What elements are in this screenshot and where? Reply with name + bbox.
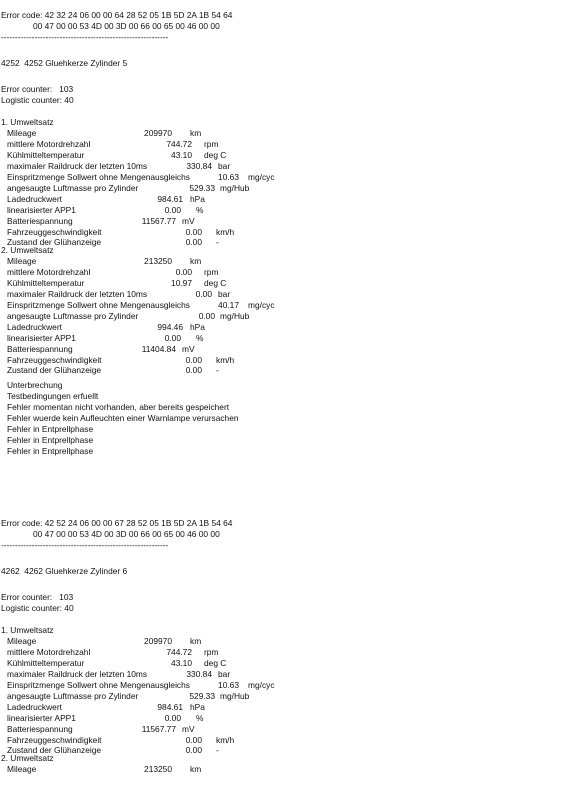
env-unit: - xyxy=(216,745,219,756)
env-label: Batteriespannung xyxy=(7,215,73,226)
env-value: 330.84 xyxy=(186,668,212,679)
env-unit: km xyxy=(190,763,202,774)
status-line: Fehler momentan nicht vorhanden, aber bereits gespeichert xyxy=(7,401,230,412)
logistic-counter: Logistic counter: 40 xyxy=(1,603,74,613)
env-value: 0.00 xyxy=(185,237,202,248)
env-value: 10.63 xyxy=(218,679,239,690)
env-value: 0.00 xyxy=(185,365,202,376)
env-label: Mileage xyxy=(7,127,37,138)
logistic-counter: Logistic counter: 40 xyxy=(1,95,74,105)
env-value: 43.10 xyxy=(171,657,192,668)
env-label: mittlere Motordrehzahl xyxy=(7,646,91,657)
env-unit: % xyxy=(196,332,204,343)
env-value: 11404.84 xyxy=(141,343,176,354)
error-code-cont: 00 47 00 00 53 4D 00 3D 00 66 00 65 00 46 00 00 xyxy=(33,20,220,31)
env-unit: km xyxy=(190,635,202,646)
env-unit: - xyxy=(216,237,219,248)
env-value: 11567.77 xyxy=(141,215,176,226)
env-title: 2. Umweltsatz xyxy=(1,245,54,255)
env-title: 2. Umweltsatz xyxy=(1,753,54,763)
env-label: Fahrzeuggeschwindigkeit xyxy=(7,226,102,237)
env-unit: km/h xyxy=(216,226,235,237)
error-code-cont: 00 47 00 00 53 4D 00 3D 00 66 00 65 00 46 00 00 xyxy=(33,528,220,539)
env-label: Kühlmitteltemperatur xyxy=(7,657,85,668)
env-label: Einspritzmenge Sollwert ohne Mengenausgleichs xyxy=(7,299,190,310)
env-label: angesaugte Luftmasse pro Zylinder xyxy=(7,182,139,193)
env-label: Zustand der Glühanzeige xyxy=(7,365,102,376)
env-unit: km/h xyxy=(216,354,235,365)
env-label: Batteriespannung xyxy=(7,343,73,354)
env-unit: mg/Hub xyxy=(220,310,250,321)
env-unit: mg/Hub xyxy=(220,690,250,701)
env-unit: bar xyxy=(218,668,231,679)
env-unit: rpm xyxy=(204,646,219,657)
status-line: Fehler in Entprellphase xyxy=(7,445,94,456)
error-counter: Error counter: 103 xyxy=(1,84,74,94)
error-counter: Error counter: 103 xyxy=(1,592,74,602)
env-value: 10.97 xyxy=(171,277,192,288)
env-value: 0.00 xyxy=(164,204,181,215)
env-unit: hPa xyxy=(190,193,205,204)
env-label: maximaler Raildruck der letzten 10ms xyxy=(7,668,148,679)
env-value: 984.61 xyxy=(157,193,183,204)
env-label: Zustand der Glühanzeige xyxy=(7,745,102,756)
env-label: Ladedruckwert xyxy=(7,321,62,332)
env-value: 0.00 xyxy=(198,310,215,321)
env-unit: % xyxy=(196,204,204,215)
env-label: Mileage xyxy=(7,635,37,646)
env-value: 11567.77 xyxy=(141,723,176,734)
env-label: linearisierter APP1 xyxy=(7,332,76,343)
env-value: 0.00 xyxy=(164,712,181,723)
env-value: 0.00 xyxy=(185,734,202,745)
status-line: Fehler wuerde kein Aufleuchten einer Warnlampe verursachen xyxy=(7,412,239,423)
env-unit: hPa xyxy=(190,321,205,332)
env-unit: hPa xyxy=(190,701,205,712)
env-unit: - xyxy=(216,365,219,376)
env-label: Ladedruckwert xyxy=(7,701,62,712)
error-code: Error code: 42 52 24 06 00 00 67 28 52 05 1B 5D 2A 1B 54 64 xyxy=(1,518,233,528)
env-value: 529.33 xyxy=(189,182,215,193)
env-unit: deg C xyxy=(204,149,227,160)
env-unit: km xyxy=(190,127,202,138)
env-unit: mV xyxy=(182,343,195,354)
env-unit: km xyxy=(190,255,202,266)
env-label: Mileage xyxy=(7,255,37,266)
env-label: maximaler Raildruck der letzten 10ms xyxy=(7,160,148,171)
env-value: 744.72 xyxy=(166,138,192,149)
separator: ------------------------------------------------------------ xyxy=(1,31,169,42)
env-unit: km/h xyxy=(216,734,235,745)
env-value: 744.72 xyxy=(166,646,192,657)
env-label: Einspritzmenge Sollwert ohne Mengenausgleichs xyxy=(7,679,190,690)
env-value: 0.00 xyxy=(175,266,192,277)
component-title: 4252 4252 Gluehkerze Zylinder 5 xyxy=(1,58,128,68)
env-unit: rpm xyxy=(204,138,219,149)
env-value: 994.46 xyxy=(157,321,183,332)
env-value: 209970 xyxy=(144,635,172,646)
env-value: 330.84 xyxy=(186,160,212,171)
env-label: angesaugte Luftmasse pro Zylinder xyxy=(7,310,139,321)
status-line: Testbedingungen erfuellt xyxy=(7,390,99,401)
env-value: 209970 xyxy=(144,127,172,138)
env-value: 213250 xyxy=(144,255,172,266)
env-label: linearisierter APP1 xyxy=(7,712,76,723)
status-line: Fehler in Entprellphase xyxy=(7,423,94,434)
env-unit: deg C xyxy=(204,657,227,668)
env-label: linearisierter APP1 xyxy=(7,204,76,215)
env-label: mittlere Motordrehzahl xyxy=(7,138,91,149)
error-code: Error code: 42 32 24 06 00 00 64 28 52 05 1B 5D 2A 1B 54 64 xyxy=(1,10,233,20)
status-line: Fehler in Entprellphase xyxy=(7,434,94,445)
env-value: 0.00 xyxy=(185,745,202,756)
env-label: Ladedruckwert xyxy=(7,193,62,204)
env-unit: rpm xyxy=(204,266,219,277)
env-unit: mg/cyc xyxy=(248,299,275,310)
env-value: 43.10 xyxy=(171,149,192,160)
env-unit: mV xyxy=(182,723,195,734)
env-label: Kühlmitteltemperatur xyxy=(7,277,85,288)
env-unit: mV xyxy=(182,215,195,226)
status-line: Unterbrechung xyxy=(7,380,63,390)
env-value: 213250 xyxy=(144,763,172,774)
env-value: 40.17 xyxy=(218,299,239,310)
env-label: Kühlmitteltemperatur xyxy=(7,149,85,160)
env-label: angesaugte Luftmasse pro Zylinder xyxy=(7,690,139,701)
env-label: maximaler Raildruck der letzten 10ms xyxy=(7,288,148,299)
env-unit: mg/cyc xyxy=(248,679,275,690)
env-unit: bar xyxy=(218,288,231,299)
env-unit: bar xyxy=(218,160,231,171)
env-value: 0.00 xyxy=(195,288,212,299)
env-value: 529.33 xyxy=(189,690,215,701)
env-value: 10.63 xyxy=(218,171,239,182)
env-label: Einspritzmenge Sollwert ohne Mengenausgleichs xyxy=(7,171,190,182)
env-label: Fahrzeuggeschwindigkeit xyxy=(7,354,102,365)
env-label: Fahrzeuggeschwindigkeit xyxy=(7,734,102,745)
env-label: Zustand der Glühanzeige xyxy=(7,237,102,248)
separator: ------------------------------------------------------------ xyxy=(1,539,169,550)
env-label: mittlere Motordrehzahl xyxy=(7,266,91,277)
env-value: 0.00 xyxy=(185,226,202,237)
env-value: 984.61 xyxy=(157,701,183,712)
env-title: 1. Umweltsatz xyxy=(1,625,54,635)
env-unit: % xyxy=(196,712,204,723)
env-label: Mileage xyxy=(7,763,37,774)
component-title: 4262 4262 Gluehkerze Zylinder 6 xyxy=(1,566,128,576)
env-unit: deg C xyxy=(204,277,227,288)
env-unit: mg/cyc xyxy=(248,171,275,182)
env-unit: mg/Hub xyxy=(220,182,250,193)
env-label: Batteriespannung xyxy=(7,723,73,734)
env-title: 1. Umweltsatz xyxy=(1,117,54,127)
env-value: 0.00 xyxy=(164,332,181,343)
env-value: 0.00 xyxy=(185,354,202,365)
